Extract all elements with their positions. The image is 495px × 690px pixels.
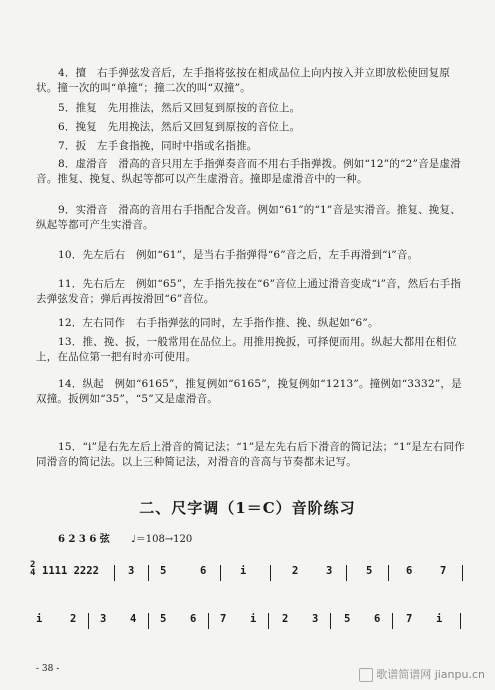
- paragraph-15: 15．“i”是右先左后上滑音的简记法；“1”是左先右后下滑音的简记法；“1”是左右同作同滑音的简记法。以上三种简记法，对滑音的音高与节奏都未记写。: [36, 441, 465, 468]
- barline: [270, 565, 271, 581]
- note: i: [436, 613, 443, 625]
- barline: [392, 613, 393, 629]
- barline: [148, 565, 149, 581]
- barline: [114, 565, 115, 581]
- barline: [88, 613, 89, 629]
- watermark-logo-icon: [359, 668, 373, 682]
- paragraph-10: 10．先左后右 例如“61”，是当右手指弹得“6”音之后，左手再滑到“i”音。: [58, 249, 419, 261]
- note: i: [250, 613, 257, 625]
- note-group: 1111 2222: [42, 565, 99, 577]
- barline: [346, 565, 347, 581]
- paragraph-7: 7．扳 左手食指挽，同时中指或名指推。: [58, 140, 258, 152]
- note: 4: [130, 613, 137, 625]
- note: 2: [70, 613, 77, 625]
- section-title: 二、尺字调（1＝C）音阶练习: [139, 499, 356, 517]
- note: 6: [374, 613, 381, 625]
- paragraph-14: 14．纵起 例如“6165”，推复例如“6165”，挽复例如“1213”。撞例如“3332”，是双撞。扳例如“35”，“5”又是虚滑音。: [36, 378, 462, 405]
- barline: [148, 613, 149, 629]
- note: 5: [366, 565, 373, 577]
- page-number: - 38 -: [36, 664, 60, 674]
- barline: [460, 613, 461, 629]
- note: 2: [282, 613, 289, 625]
- note: 7: [220, 613, 227, 625]
- paragraph-4: 4．擅 右手弹弦发音后，左手指将弦按在相成品位上向内按入并立即放松使回复原状。撞一次的叫“单撞”；撞二次的叫“双撞”。: [36, 67, 451, 94]
- paragraph-11: 11．先右后左 例如“65”，左手指先按在“6”音位上通过滑音变成“i”音，然后右手指去弹弦发音；弹后再按滑回“6”音位。: [36, 278, 462, 305]
- paragraph-12: 12．左右同作 右手指弹弦的同时，左手指作推、挽、纵起如“6”。: [58, 317, 379, 329]
- note: 5: [160, 613, 167, 625]
- tempo-marking: ♩＝108→120: [131, 534, 193, 545]
- paragraph-13: 13．推、挽、扳，一般常用在品位上。用推用挽扳，可择便而用。纵起大都用在相位上，在品位第一把有时亦可使用。: [36, 336, 457, 363]
- note: i: [240, 565, 247, 577]
- note: 6: [406, 565, 413, 577]
- barline: [330, 613, 331, 629]
- time-sig-top: 2: [30, 560, 36, 570]
- note: 7: [406, 613, 413, 625]
- watermark-text: 歌谱简谱网 jianpu.cn: [376, 668, 485, 681]
- note: 3: [312, 613, 319, 625]
- barline: [208, 613, 209, 629]
- barline: [462, 565, 463, 581]
- note: i: [36, 613, 43, 625]
- paragraph-5: 5．推复 先用推法，然后又回复到原按的音位上。: [58, 102, 301, 114]
- note: 5: [344, 613, 351, 625]
- time-sig-bottom: 4: [30, 568, 36, 578]
- note: 6: [200, 565, 207, 577]
- paragraph-9: 9．实滑音 滑高的音用右手指配合发音。例如“61”的“1”音是实滑音。推复、挽复、纵起等都可产生实滑音。: [36, 204, 461, 231]
- note: 5: [160, 565, 167, 577]
- note: 2: [292, 565, 299, 577]
- string-tuning: 6 2 3 6 弦: [58, 534, 110, 545]
- barline: [220, 565, 221, 581]
- note: 6: [190, 613, 197, 625]
- score-line-2: [30, 613, 470, 649]
- note: 3: [128, 565, 135, 577]
- note: 7: [440, 565, 447, 577]
- score-line-1: [30, 560, 470, 601]
- note: 3: [100, 613, 107, 625]
- note: 3: [326, 565, 333, 577]
- time-signature: [30, 561, 35, 577]
- barline: [388, 565, 389, 581]
- barline: [268, 613, 269, 629]
- paragraph-6: 6．挽复 先用挽法，然后又回复到原按的音位上。: [58, 121, 301, 133]
- watermark: [359, 666, 485, 682]
- paragraph-8: 8．虚滑音 滑高的音只用左手指弹奏音而不用右手指弹拨。例如“12”的“2”音是虚滑音。推复、挽复、纵起等都可以产生虚滑音。撞即是虚滑音中的一种。: [36, 158, 461, 185]
